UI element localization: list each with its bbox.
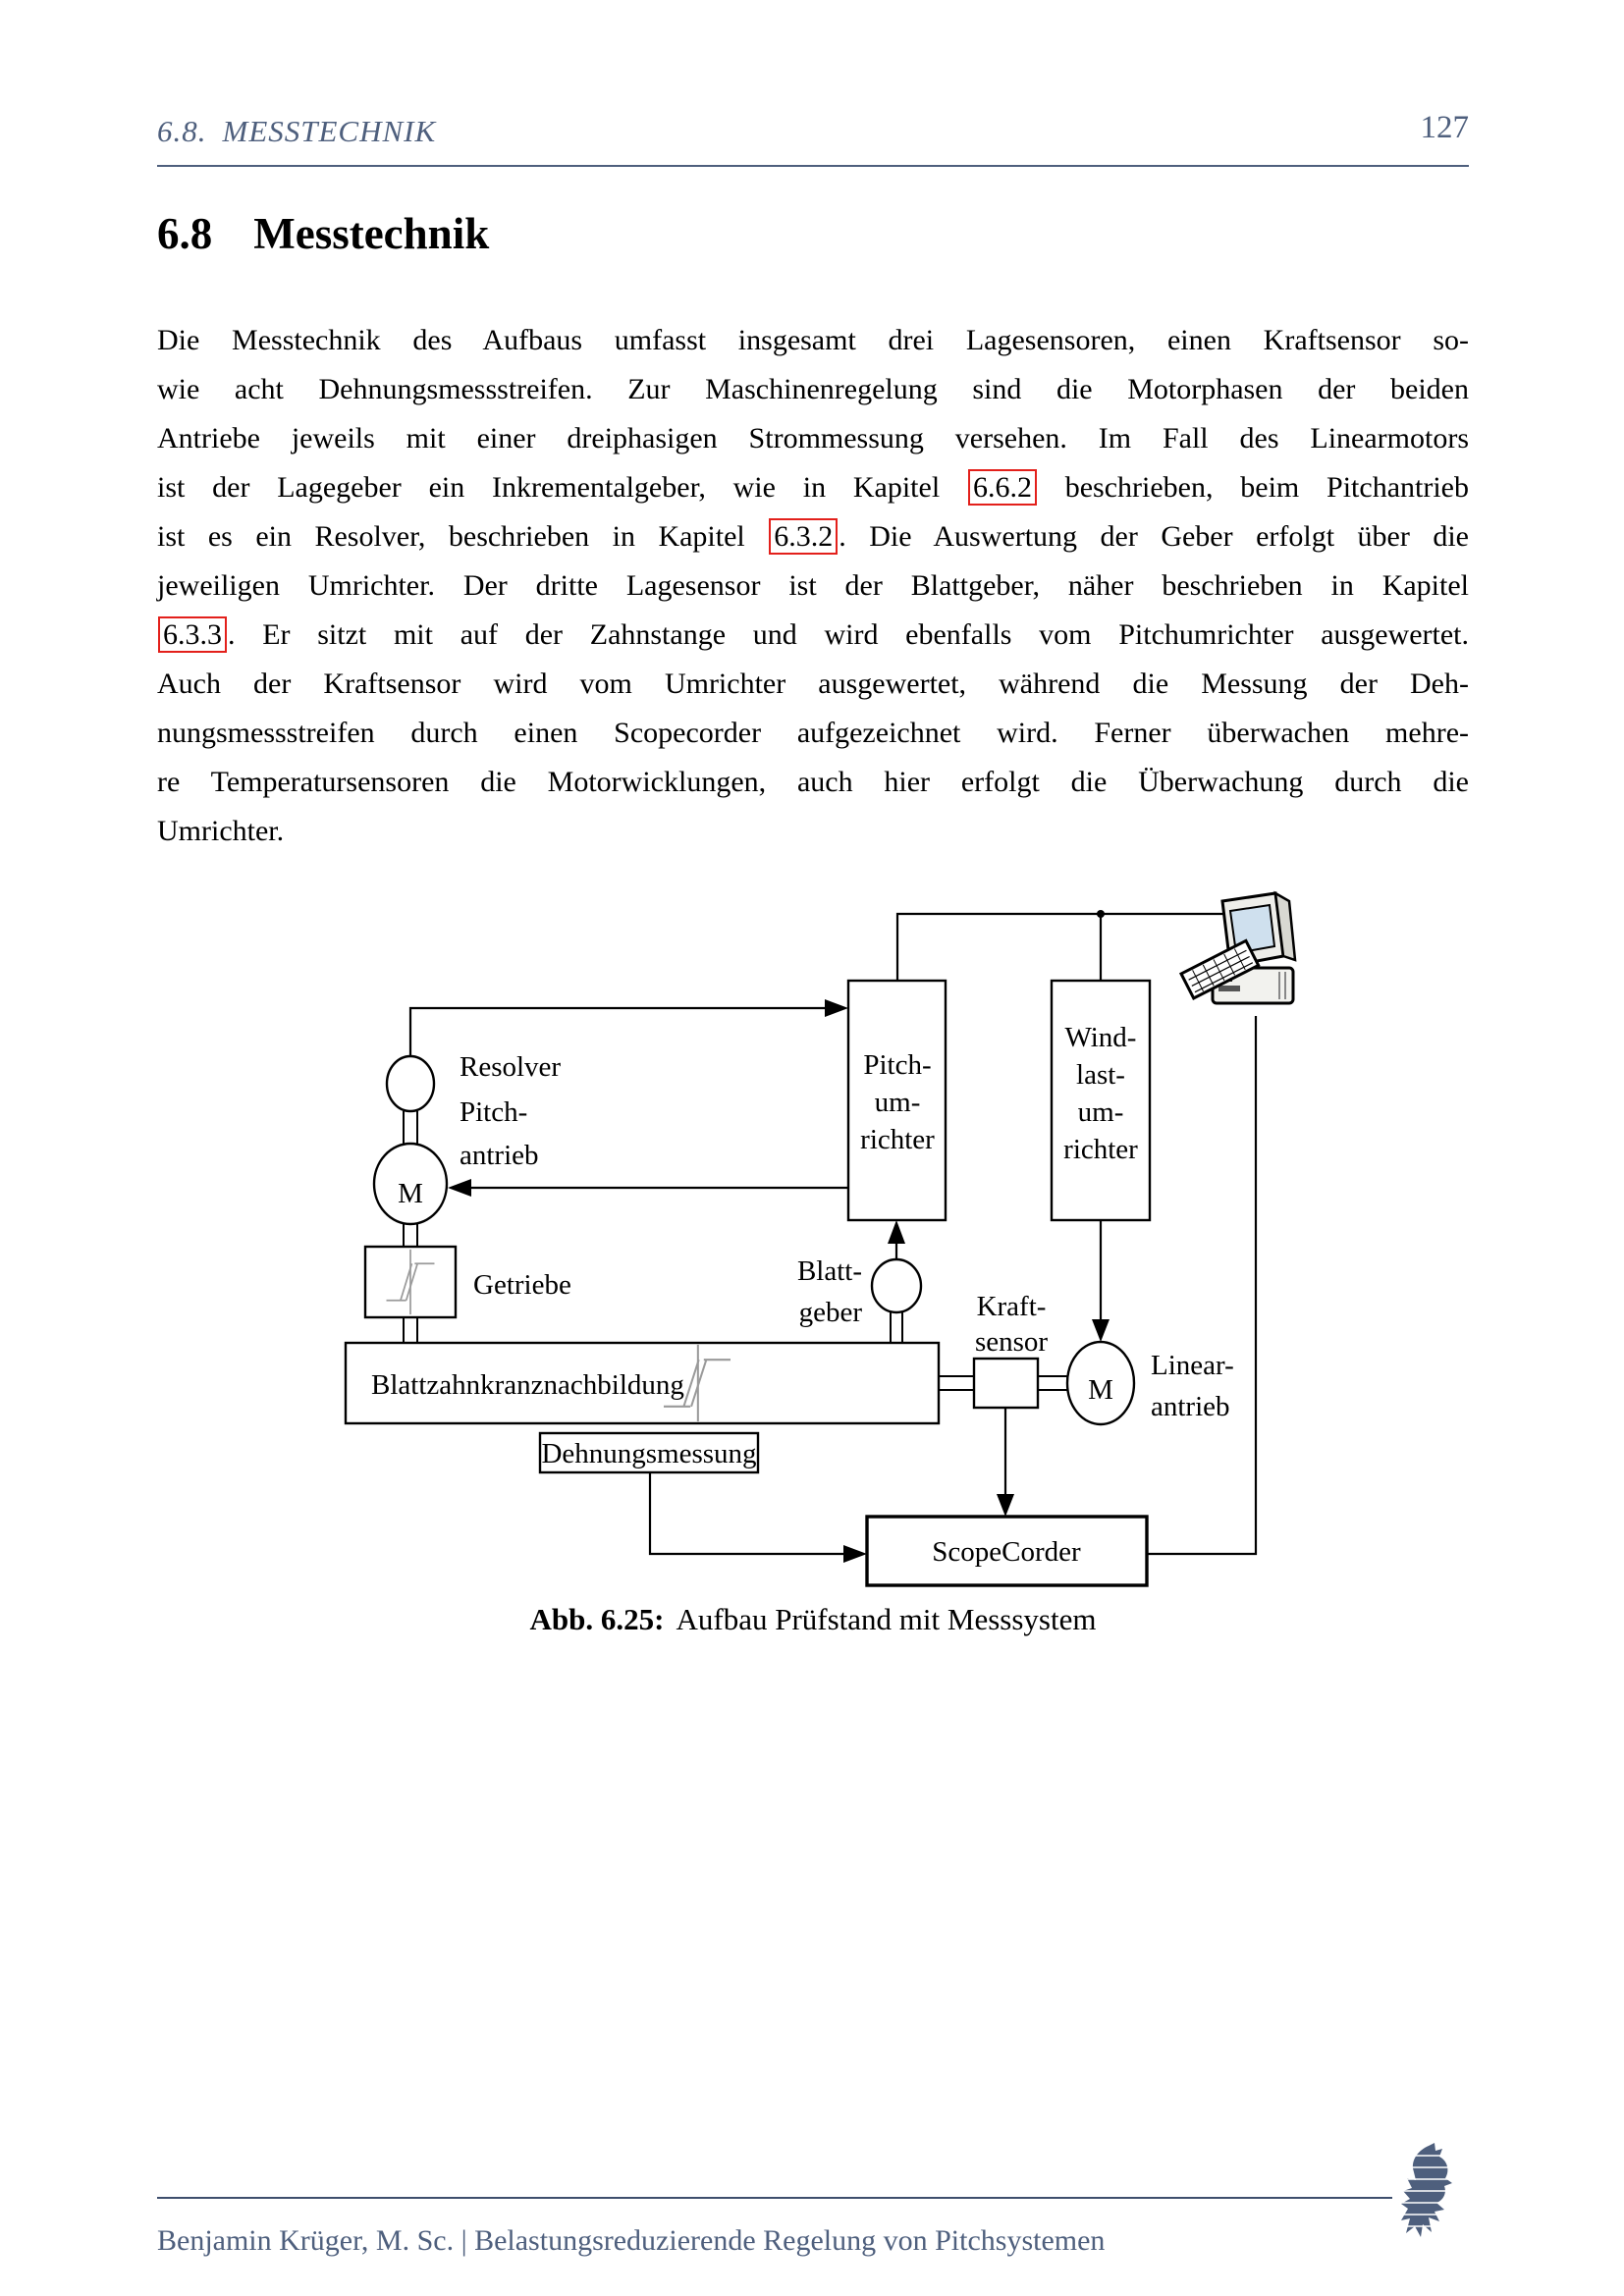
blade-encoder-symbol [872, 1259, 921, 1312]
linear-drive-label-2: antrieb [1151, 1391, 1230, 1422]
arrowhead-into-pitch-motor [448, 1179, 471, 1197]
footer-rule [157, 2197, 1392, 2199]
gearbox-label: Getriebe [473, 1269, 571, 1301]
running-header-number: 6.8. [157, 114, 207, 148]
paragraph-line: Umrichter. [157, 815, 285, 847]
test-stand-diagram [324, 883, 1316, 1610]
figure-caption-label: Abb. 6.25: [529, 1602, 665, 1636]
running-header-title: MESSTECHNIK [222, 114, 437, 148]
scopecorder-label: ScopeCorder [932, 1536, 1081, 1568]
paragraph-line: Antriebe jeweils mit einer dreiphasigen Strommessung versehen. Im Fall des Linearmotors [157, 422, 1469, 454]
chapter-ref-link[interactable]: 6.6.2 [968, 469, 1037, 506]
strain-measurement-label: Dehnungsmessung [541, 1438, 757, 1469]
wind-converter-line-1: Wind- [1064, 1022, 1137, 1053]
paragraph-line: ist der Lagegeber ein Inkrementalgeber, wie in Kapitel 6.6.2 beschrieben, beim Pitchantrieb [157, 471, 1469, 504]
arrowhead-into-pitch-converter-bottom [888, 1220, 905, 1244]
pitch-converter-line-2: um- [874, 1087, 921, 1118]
pitch-motor-letter: M [398, 1178, 423, 1209]
header-rule [157, 165, 1469, 167]
figure-caption-text: Aufbau Prüfstand mit Messsystem [676, 1602, 1097, 1636]
chapter-ref-link[interactable]: 6.3.2 [769, 518, 838, 555]
figure-caption [157, 1602, 1469, 1637]
blade-rack-label: Blattzahnkranznachbildung [371, 1369, 684, 1401]
arrowhead-into-linear-motor [1092, 1319, 1110, 1342]
linear-drive-label-1: Linear- [1151, 1350, 1234, 1381]
resolver-to-converter-line [410, 1008, 827, 1057]
strain-to-scopecorder-line [650, 1472, 845, 1554]
force-sensor-box [974, 1359, 1038, 1408]
wind-converter-line-2: last- [1076, 1059, 1125, 1091]
pitch-drive-label-2: antrieb [460, 1140, 539, 1171]
section-number: 6.8 [157, 209, 213, 258]
paragraph-line: Auch der Kraftsensor wird vom Umrichter ausgewertet, während die Messung der Deh- [157, 667, 1469, 700]
resolver-label: Resolver [460, 1051, 562, 1083]
pitch-converter-line-1: Pitch- [863, 1049, 932, 1081]
page-number: 127 [1420, 110, 1469, 145]
resolver-symbol [387, 1056, 434, 1111]
blade-encoder-label-2: geber [798, 1297, 862, 1328]
wind-converter-line-3: um- [1077, 1096, 1124, 1128]
body-paragraph [157, 316, 1469, 856]
paragraph-line: wie acht Dehnungsmessstreifen. Zur Maschinenregelung sind die Motorphasen der beiden [157, 373, 1469, 405]
computer-icon [1181, 893, 1295, 1003]
pitch-converter-line-3: richter [860, 1124, 935, 1155]
paragraph-line: jeweiligen Umrichter. Der dritte Lagesensor ist der Blattgeber, näher beschrieben in Kapitel [157, 569, 1469, 602]
junction-dot [1097, 910, 1105, 918]
paragraph-line: nungsmessstreifen durch einen Scopecorder aufgezeichnet wird. Ferner überwachen mehre- [157, 717, 1469, 749]
running-header [157, 114, 436, 149]
paragraph-line: 6.3.3 . Er sitzt mit auf der Zahnstange und wird ebenfalls vom Pitchumrichter ausgewertet. [157, 611, 1469, 660]
force-sensor-label-1: Kraft- [976, 1291, 1047, 1322]
force-sensor-label-2: sensor [974, 1326, 1049, 1358]
wind-converter-line-4: richter [1063, 1134, 1138, 1165]
university-lion-logo [1390, 2142, 1461, 2240]
linear-motor-letter: M [1088, 1374, 1113, 1406]
blade-encoder-label-1: Blatt- [796, 1255, 862, 1287]
pitch-drive-label-1: Pitch- [460, 1096, 528, 1128]
chapter-ref-link[interactable]: 6.3.3 [158, 616, 227, 653]
section-heading [157, 208, 489, 259]
footer-text: Benjamin Krüger, M. Sc. | Belastungsreduzierende Regelung von Pitchsystemen [157, 2224, 1106, 2257]
paragraph-line: ist es ein Resolver, beschrieben in Kapitel 6.3.2 . Die Auswertung der Geber erfolgt über die [157, 520, 1469, 553]
arrowhead-into-scopecorder-left [843, 1545, 867, 1563]
paragraph-line: Die Messtechnik des Aufbaus umfasst insgesamt drei Lagesensoren, einen Kraftsensor so- [157, 324, 1469, 356]
section-title: Messtechnik [253, 209, 490, 258]
paragraph-line: re Temperatursensoren die Motorwicklungen, auch hier erfolgt die Überwachung durch die [157, 766, 1469, 798]
scopecorder-to-pc-line [1147, 1016, 1256, 1554]
arrowhead-into-scopecorder-top [997, 1494, 1014, 1517]
arrowhead-into-pitch-converter [825, 999, 848, 1017]
